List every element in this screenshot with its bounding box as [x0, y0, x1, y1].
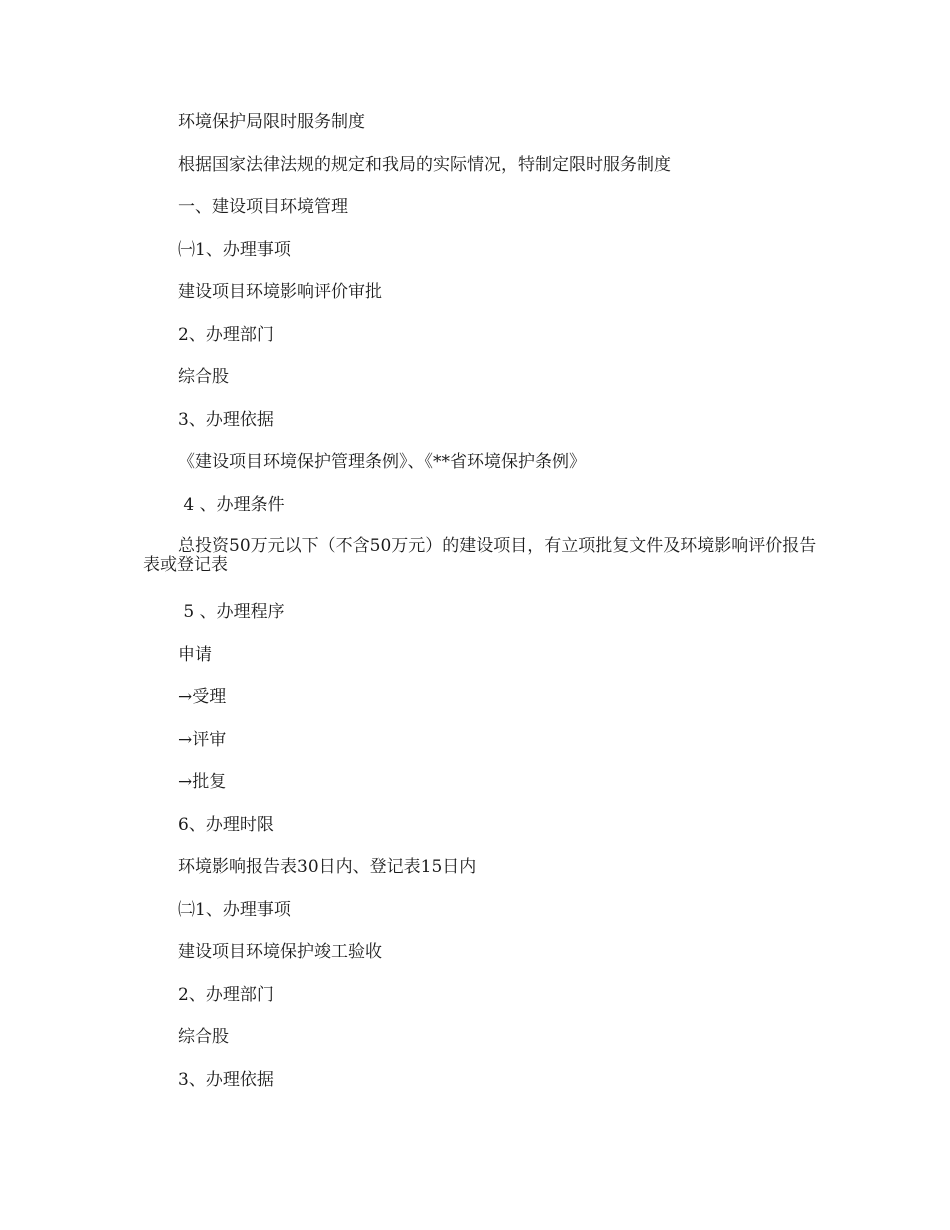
paragraph: 《建设项目环境保护管理条例》、《**省环境保护条例》: [178, 452, 586, 472]
item-heading: 6、办理时限: [178, 814, 274, 835]
paragraph: 总投资50万元以下（不含50万元）的建设项目，有立项批复文件及环境影响评价报告表或登记表: [143, 536, 817, 575]
item-heading: 3、办理依据: [178, 409, 274, 430]
item-heading: 3、办理依据: [178, 1069, 274, 1090]
paragraph: 建设项目环境保护竣工验收: [178, 942, 382, 962]
paragraph: 环境影响报告表30日内、登记表15日内: [178, 857, 477, 877]
process-step: 申请: [178, 644, 212, 665]
item-heading: 4 、办理条件: [178, 494, 285, 515]
item-heading: ㈠1、办理事项: [178, 239, 291, 260]
intro-paragraph: 根据国家法律法规的规定和我局的实际情况，特制定限时服务制度: [178, 154, 671, 175]
paragraph: 综合股: [178, 367, 229, 387]
process-step: →受理: [178, 687, 227, 707]
document-title: 环境保护局限时服务制度: [178, 112, 365, 132]
item-heading: 2、办理部门: [178, 324, 274, 345]
process-step: →批复: [178, 772, 227, 792]
item-heading: ㈡1、办理事项: [178, 899, 291, 920]
paragraph: 建设项目环境影响评价审批: [178, 282, 382, 302]
section-heading: 一、建设项目环境管理: [178, 197, 348, 217]
paragraph: 综合股: [178, 1027, 229, 1047]
document-body: [143, 112, 823, 1112]
item-heading: 2、办理部门: [178, 984, 274, 1005]
item-heading: 5 、办理程序: [178, 602, 285, 622]
process-step: →评审: [178, 729, 227, 750]
